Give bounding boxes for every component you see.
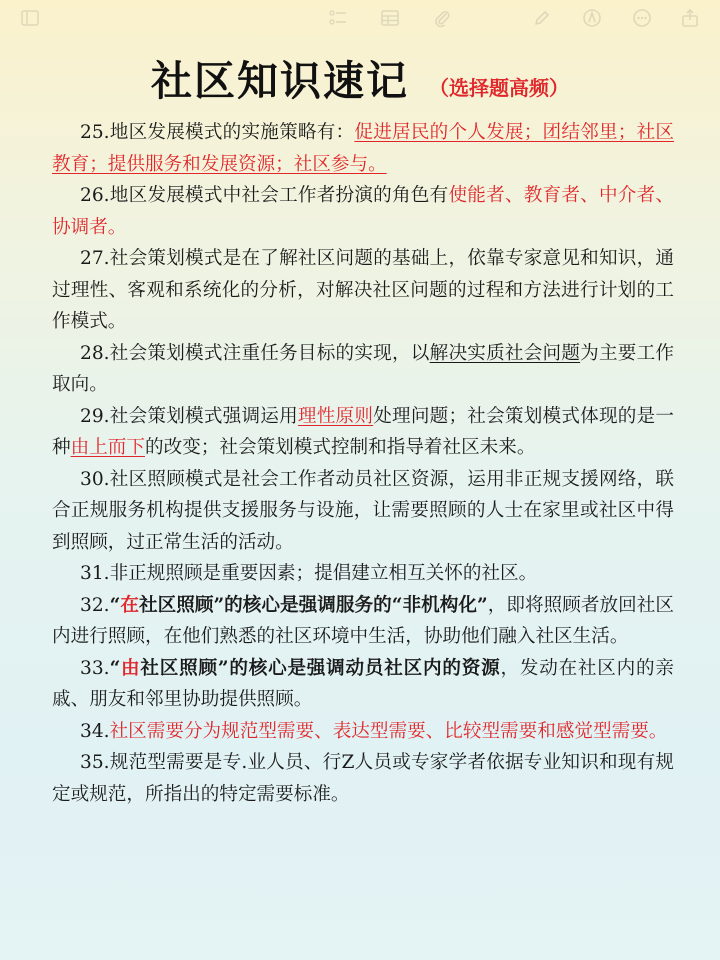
item-text: 30.社区照顾模式是社会工作者动员社区资源，运用非正规支援网络，联合正规服务机构提供支援服务与设施，让需要照顾的人士在家里或社区中得到照顾，过正常生活的活动。	[52, 468, 674, 553]
sidebar-icon[interactable]	[20, 8, 40, 28]
item-text: 为主要工作取向。	[52, 342, 674, 395]
item-text: 32.	[80, 594, 110, 616]
item-text: 25.地区发展模式的实施策略有：	[80, 122, 355, 143]
item-text: 28.社会策划模式注重任务目标的实现，以	[80, 342, 430, 364]
item-text: 35.规范型需要是专.业人员、行Z人员或专家学者依据专业知识和现有规定或规范，所指出的特定需要标准。	[52, 752, 674, 805]
knowledge-item-35	[52, 747, 674, 810]
highlight-text: 由上而下	[70, 437, 145, 458]
knowledge-item-30	[52, 464, 674, 559]
attachment-icon[interactable]	[432, 8, 452, 28]
knowledge-item-26	[52, 180, 674, 243]
highlight-text: 社区需要分为规范型需要、表达型需要、比较型需要和感觉型需要。	[109, 720, 668, 742]
bold-text: “	[109, 594, 121, 616]
top-toolbar	[0, 0, 720, 36]
compass-icon[interactable]	[582, 8, 602, 28]
knowledge-item-33	[52, 653, 674, 716]
title-subtitle: （选择题高频）	[429, 76, 569, 100]
bold-text: 社区照顾”的核心是强调动员社区内的资源	[140, 657, 501, 679]
table-icon[interactable]	[380, 8, 400, 28]
item-text: 处理问题；社会策划模式体现的是一种	[52, 405, 674, 458]
highlight-text: 促进居民的个人发展；团结邻里；社区教育；提供服务和发展资源；社区参与。	[52, 122, 674, 175]
item-text: 解决实质社会问题	[429, 342, 581, 364]
highlight-text: 在	[120, 594, 139, 616]
knowledge-item-34	[52, 716, 674, 748]
highlight-text: 由	[120, 657, 141, 679]
page-title	[0, 48, 720, 107]
highlight-text: 理性原则	[297, 405, 374, 427]
knowledge-item-31	[52, 558, 674, 590]
pen-icon[interactable]	[532, 8, 552, 28]
knowledge-item-27	[52, 243, 674, 338]
bold-text: “	[109, 657, 121, 679]
knowledge-item-32	[52, 590, 674, 653]
item-text: ，发动在社区内的亲戚、朋友和邻里协助提供照顾。	[52, 657, 674, 710]
knowledge-item-28	[52, 338, 674, 401]
item-text: 34.	[80, 720, 110, 742]
bold-text: 社区照顾”的核心是强调服务的“非机构化”	[138, 594, 488, 616]
share-icon[interactable]	[680, 8, 700, 28]
highlight-text: 使能者、教育者、中介者、协调者。	[52, 185, 674, 238]
knowledge-list	[52, 117, 674, 810]
more-icon[interactable]	[632, 8, 652, 28]
knowledge-item-25	[52, 117, 674, 180]
item-text: 31.非正规照顾是重要因素；提倡建立相互关怀的社区。	[80, 563, 538, 584]
title-main: 社区知识速记	[151, 57, 409, 105]
knowledge-item-29	[52, 401, 674, 464]
item-text: 26.地区发展模式中社会工作者扮演的角色有	[80, 185, 449, 206]
item-text: 27.社会策划模式是在了解社区问题的基础上，依靠专家意见和知识，通过理性、客观和系统化的分析，对解决社区问题的过程和方法进行计划的工作模式。	[52, 248, 674, 332]
checklist-icon[interactable]	[328, 8, 348, 28]
item-text: 33.	[80, 657, 110, 679]
item-text: ，即将照顾者放回社区内进行照顾，在他们熟悉的社区环境中生活，协助他们融入社区生活。	[52, 594, 674, 647]
item-text: 29.社会策划模式强调运用	[80, 405, 298, 427]
item-text: 的改变；社会策划模式控制和指导着社区未来。	[145, 437, 536, 458]
